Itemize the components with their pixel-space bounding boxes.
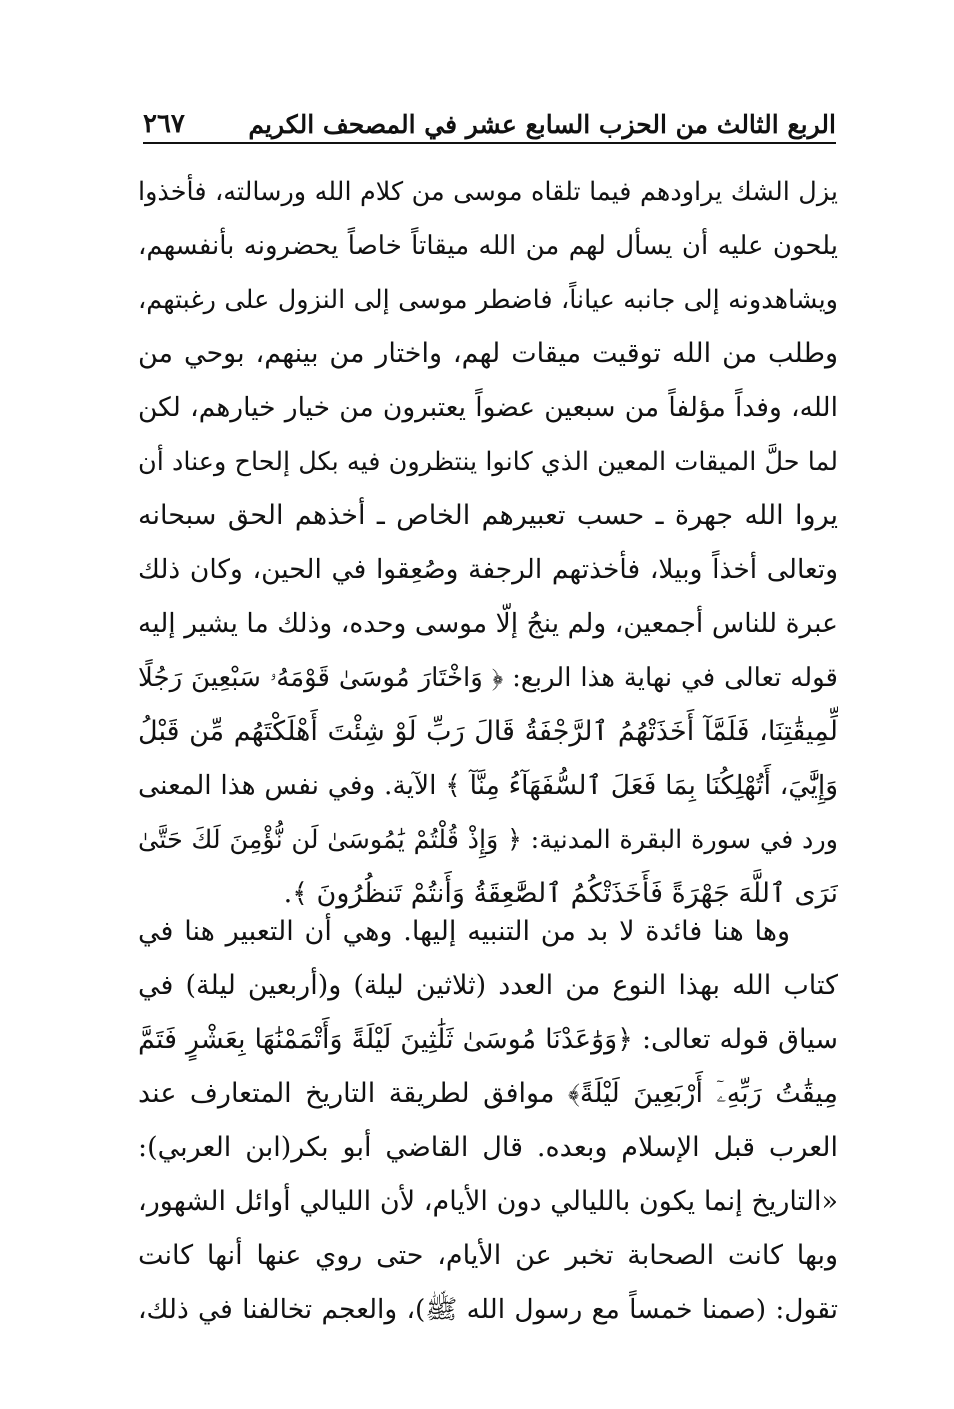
- text-line: وَإِيَّٰيَ، أَتُهْلِكُنَا بِمَا فَعَلَ ٱلسُّفَهَآءُ مِنَّآ ﴾ الآية. وفي نفس هذا المعنى: [138, 770, 838, 801]
- text-line: نَرَى ٱللَّهَ جَهْرَةً فَأَخَذَتْكُمُ ٱلصَّٰعِقَةُ وَأَنتُمْ تَنظُرُونَ ﴾.: [283, 878, 838, 909]
- text-line: لِّمِيقَٰتِنَا، فَلَمَّآ أَخَذَتْهُمُ ٱلرَّجْفَةُ قَالَ رَبِّ لَوْ شِئْتَ أَهْلَكْتَهُم مِّن قَبْلُ: [138, 716, 838, 747]
- text-line: الله، وفداً مؤلفاً من سبعين عضواً يعتبرون من خيار خيارهم، لكن: [138, 392, 838, 423]
- text-line: العرب قبل الإسلام وبعده. قال القاضي أبو بكر(ابن العربي):: [138, 1132, 838, 1163]
- header-rule: [143, 142, 836, 144]
- text-line: يزل الشك يراودهم فيما تلقاه موسى من كلام الله ورسالته، فأخذوا: [138, 177, 838, 207]
- text-line: يروا الله جهرة ـ حسب تعبيرهم الخاص ـ أخذهم الحق سبحانه: [138, 500, 838, 531]
- text-line: وها هنا فائدة لا بد من التنبيه إليها. وهي أن التعبير هنا في: [138, 916, 790, 947]
- paragraph: [138, 165, 838, 921]
- text-line: وتعالى أخذاً وبيلا، فأخذتهم الرجفة وصُعِقوا في الحين، وكان ذلك: [138, 554, 838, 585]
- text-line: قوله تعالى في نهاية هذا الربع: ﴿ وَاخْتَارَ مُوسَىٰ قَوْمَهُۥ سَبْعِينَ رَجُلًا: [138, 663, 838, 693]
- text-line: عبرة للناس أجمعين، ولم ينجُ إلّا موسى وحده، وذلك ما يشير إليه: [138, 608, 838, 639]
- text-line: يلحون عليه أن يسأل لهم من الله ميقاتاً خاصاً يحضرونه بأنفسهم،: [138, 231, 838, 261]
- text-line: «التاريخ إنما يكون بالليالي دون الأيام، لأن الليالي أوائل الشهور،: [138, 1186, 838, 1217]
- text-line: وطلب من الله توقيت ميقات لهم، واختار من بينهم، بوحي من: [138, 338, 838, 369]
- text-line: تقول: (صمنا خمساً مع رسول الله ﷺ)، والعجم تخالفنا في ذلك،: [138, 1294, 838, 1325]
- text-line: لما حلَّ الميقات المعين الذي كانوا ينتظرون فيه بكل إلحاح وعناد أن: [138, 447, 838, 477]
- text-line: وبها كانت الصحابة تخبر عن الأيام، حتى روي عنها أنها كانت: [138, 1240, 838, 1271]
- text-line: مِيقَٰتُ رَبِّهِۦٓ أَرْبَعِينَ لَيْلَةً﴾ موافق لطريقة التاريخ المتعارف عند: [138, 1078, 838, 1109]
- paragraph: [138, 905, 838, 1337]
- header-title: الربع الثالث من الحزب السابع عشر في المصحف الكريم: [248, 110, 836, 139]
- text-line: سياق قوله تعالى: ﴿وَوَٰعَدْنَا مُوسَىٰ ثَلَٰثِينَ لَيْلَةً وَأَتْمَمْنَٰهَا بِعَشْرٍ فَتَمَّ: [138, 1024, 838, 1055]
- text-line: ورد في سورة البقرة المدنية: ﴿ وَإِذْ قُلْتُمْ يَٰمُوسَىٰ لَن نُّؤْمِنَ لَكَ حَتَّىٰ: [138, 825, 838, 855]
- text-line: كتاب الله بهذا النوع من العدد (ثلاثين ليلة) و(أربعين ليلة) في: [138, 970, 838, 1001]
- text-line: ويشاهدونه إلى جانبه عياناً، فاضطر موسى إلى النزول على رغبتهم،: [138, 285, 838, 315]
- page-number: ٢٦٧: [143, 109, 185, 139]
- running-header: [143, 98, 836, 142]
